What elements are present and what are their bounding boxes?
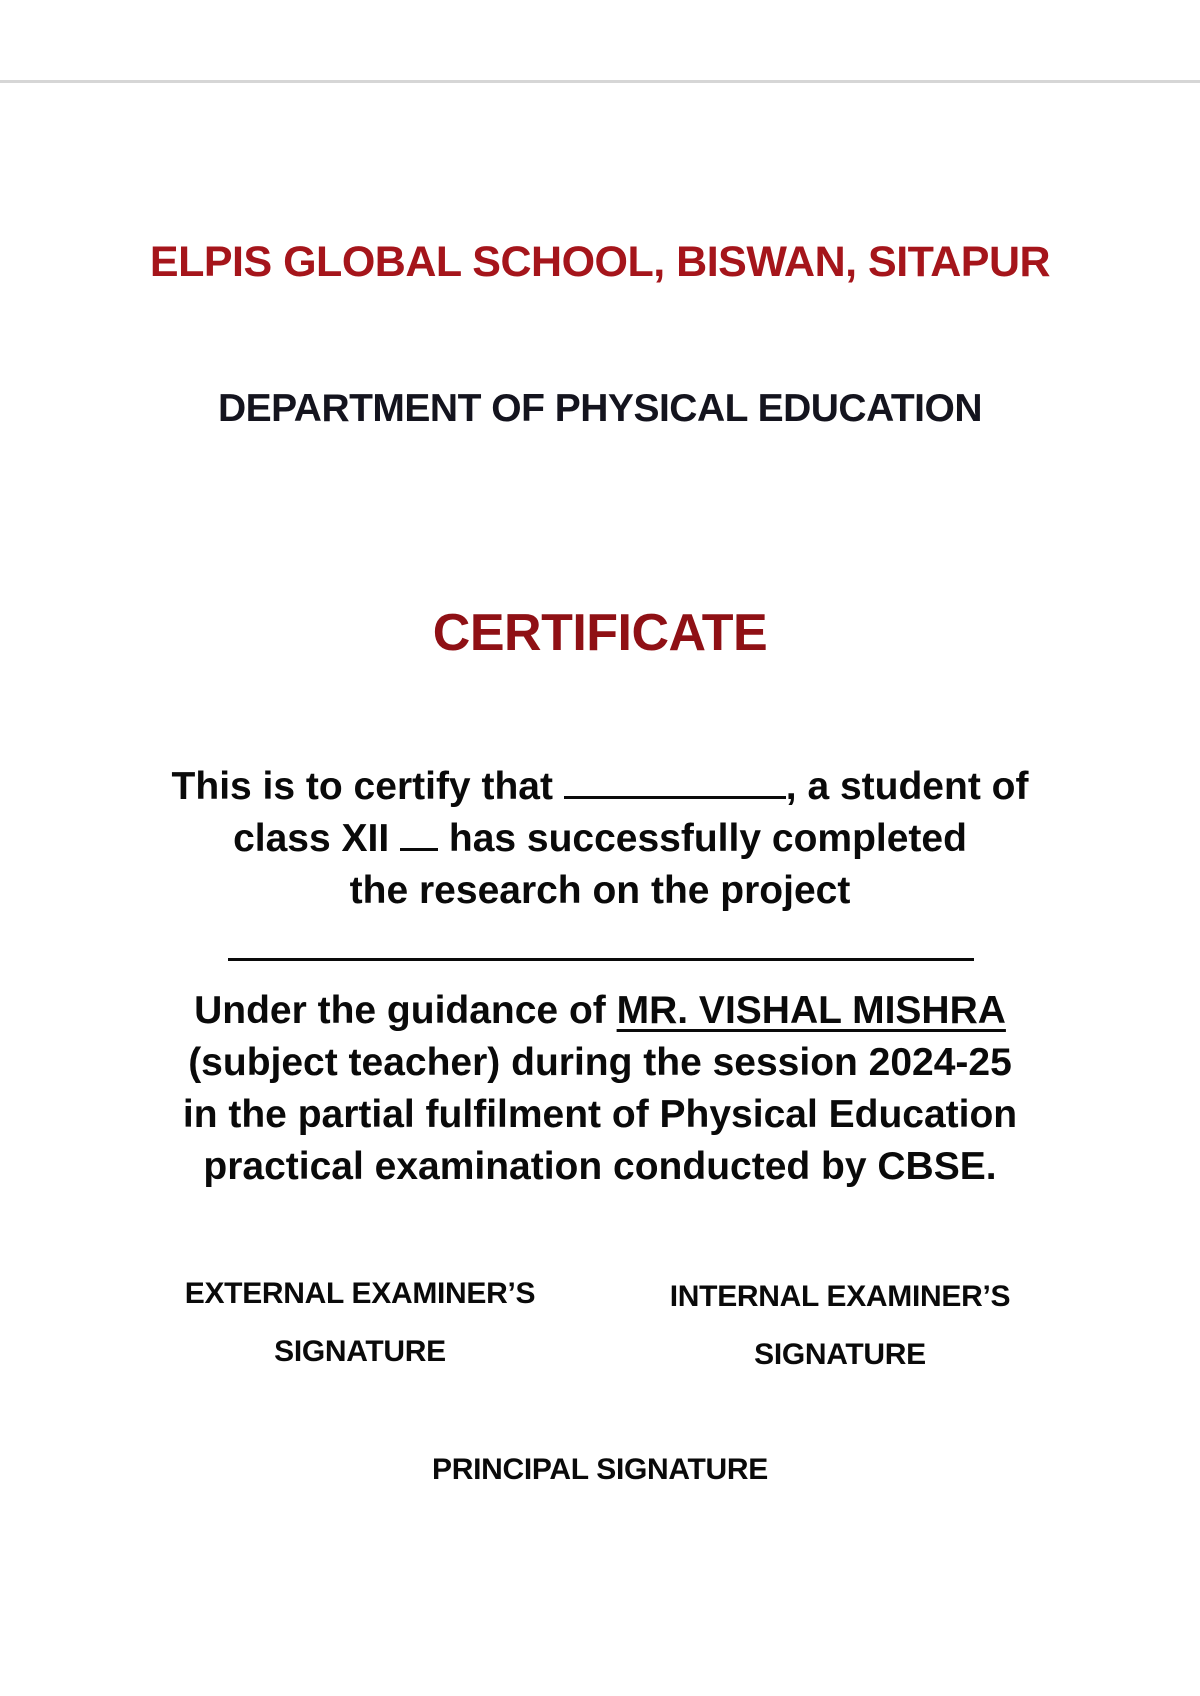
guidance-line-2: (subject teacher) during the session 2024-25 bbox=[188, 1041, 1012, 1084]
guidance-line-3: in the partial fulfilment of Physical Education bbox=[182, 1093, 1018, 1136]
completed-text: has successfully completed bbox=[438, 817, 967, 860]
guidance-paragraph bbox=[0, 985, 1200, 1193]
guidance-text: Under the guidance of bbox=[194, 989, 617, 1032]
principal-signature-label: PRINCIPAL SIGNATURE bbox=[432, 1453, 768, 1486]
certification-paragraph bbox=[0, 761, 1200, 917]
teacher-name: MR. VISHAL MISHRA bbox=[616, 989, 1006, 1032]
external-examiner-label: EXTERNAL EXAMINER’S bbox=[184, 1277, 536, 1310]
student-name-blank bbox=[564, 762, 786, 799]
certification-line-3: the research on the project bbox=[349, 869, 851, 912]
project-title-blank bbox=[228, 958, 974, 961]
guidance-line-1 bbox=[0, 985, 1200, 1037]
internal-signature-label: SIGNATURE bbox=[754, 1338, 926, 1371]
internal-examiner-label: INTERNAL EXAMINER’S bbox=[669, 1280, 1011, 1313]
school-name: ELPIS GLOBAL SCHOOL, BISWAN, SITAPUR bbox=[149, 238, 1051, 286]
section-blank bbox=[400, 814, 438, 851]
external-signature-label: SIGNATURE bbox=[274, 1335, 446, 1368]
certificate-title: CERTIFICATE bbox=[432, 604, 768, 662]
department-name: DEPARTMENT OF PHYSICAL EDUCATION bbox=[217, 387, 983, 430]
certify-text-start: This is to certify that bbox=[171, 765, 564, 808]
principal-signature bbox=[0, 1441, 1200, 1499]
guidance-line-4: practical examination conducted by CBSE. bbox=[203, 1145, 997, 1188]
certification-line-2 bbox=[0, 813, 1200, 865]
certify-text-end: , a student of bbox=[785, 765, 1029, 808]
internal-examiner-signature bbox=[630, 1268, 1050, 1384]
external-examiner-signature bbox=[150, 1265, 570, 1381]
page-top-border bbox=[0, 80, 1200, 83]
class-text: class XII bbox=[233, 817, 401, 860]
certification-line-1 bbox=[0, 761, 1200, 813]
